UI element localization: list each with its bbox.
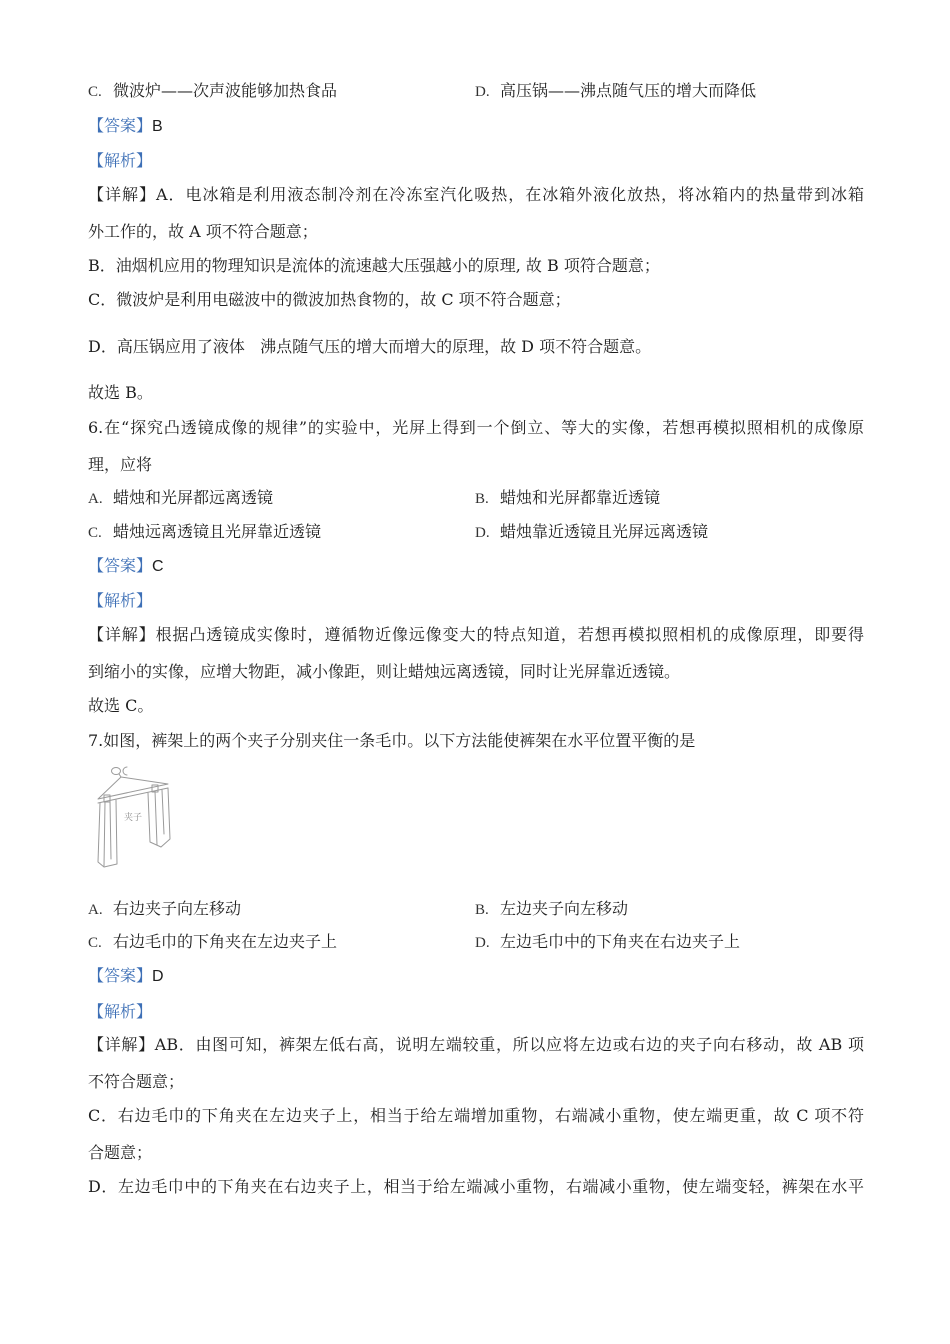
clip-label: 夹子 xyxy=(124,813,143,823)
option-text: 蜡烛和光屏都远离透镜 xyxy=(113,488,274,507)
q6-answer xyxy=(88,555,164,577)
q7-explanation-line-3: C．右边毛巾的下角夹在左边夹子上，相当于给左端增加重物，右端减小重物，使左端更重，故 C 项不符 xyxy=(88,1106,864,1125)
answer-tag: 【答案】 xyxy=(88,116,153,135)
q7-option-a xyxy=(88,898,241,920)
q7-explanation-line-1 xyxy=(88,1034,864,1056)
towel-hanger-figure xyxy=(90,762,174,874)
q7-answer xyxy=(88,965,164,987)
option-text: 右边夹子向左移动 xyxy=(113,899,242,918)
detail-tag: 【详解】 xyxy=(88,1035,155,1054)
option-letter: B. xyxy=(475,902,489,918)
answer-tag: 【答案】 xyxy=(88,966,153,985)
detail-tag: 【详解】 xyxy=(88,185,156,204)
answer-value: C xyxy=(152,558,164,575)
option-letter: D. xyxy=(475,525,490,541)
q5-explanation-line-2: 外工作的，故 A 项不符合题意； xyxy=(88,222,318,241)
q6-analysis-tag: 【解析】 xyxy=(88,591,153,610)
hanger-drawing xyxy=(90,762,174,874)
answer-value: B xyxy=(152,118,163,135)
q5-option-d xyxy=(475,80,756,102)
left-towel xyxy=(98,800,117,867)
option-text: 蜡烛和光屏都靠近透镜 xyxy=(500,488,661,507)
q5-explanation-line-3: B．油烟机应用的物理知识是流体的流速越大压强越小的原理, 故 B 项符合题意； xyxy=(88,256,660,275)
option-text: 微波炉——次声波能够加热食品 xyxy=(113,81,338,100)
q5-explanation-line-4: C．微波炉是利用电磁波中的微波加热食物的，故 C 项不符合题意； xyxy=(88,290,571,309)
q6-option-b xyxy=(475,487,660,509)
explanation-text: AB．由图可知，裤架左低右高，说明左端较重，所以应将左边或右边的夹子向右移动，故 AB 项 xyxy=(154,1035,864,1054)
option-text: 高压锅——沸点随气压的增大而降低 xyxy=(500,81,757,100)
option-text: 右边毛巾的下角夹在左边夹子上 xyxy=(113,932,338,951)
q7-analysis-tag: 【解析】 xyxy=(88,1002,153,1021)
option-letter: C. xyxy=(88,525,102,541)
q7-option-d xyxy=(475,931,740,953)
option-letter: C. xyxy=(88,84,102,100)
q5-option-c xyxy=(88,80,337,102)
q6-stem-line-1: 6.在“探究凸透镜成像的规律”的实验中，光屏上得到一个倒立、等大的实像，若想再模拟照相机的成像原 xyxy=(88,418,864,437)
q6-explanation-line-2: 到缩小的实像，应增大物距，减小像距，则让蜡烛远离透镜，同时让光屏靠近透镜。 xyxy=(88,662,681,681)
option-letter: D. xyxy=(475,935,490,951)
q6-option-a xyxy=(88,487,273,509)
option-letter: A. xyxy=(88,491,103,507)
explanation-text: A．电冰箱是利用液态制冷剂在冷冻室汽化吸热，在冰箱外液化放热，将冰箱内的热量带到冰箱 xyxy=(155,185,864,204)
q5-analysis-tag: 【解析】 xyxy=(88,151,153,170)
hanger-hook xyxy=(112,767,128,777)
q6-explanation-line-1 xyxy=(88,624,864,646)
option-letter: D. xyxy=(475,84,490,100)
option-text: 蜡烛靠近透镜且光屏远离透镜 xyxy=(500,522,709,541)
option-letter: C. xyxy=(88,935,102,951)
detail-tag: 【详解】 xyxy=(88,625,156,644)
option-letter: B. xyxy=(475,491,489,507)
q6-option-c xyxy=(88,521,321,543)
q6-option-d xyxy=(475,521,708,543)
q7-explanation-line-4: 合题意； xyxy=(88,1143,153,1162)
q5-explanation-line-1 xyxy=(88,184,864,206)
q7-stem: 7.如图，裤架上的两个夹子分别夹住一条毛巾。以下方法能使裤架在水平位置平衡的是 xyxy=(88,731,696,750)
answer-value: D xyxy=(152,968,164,985)
option-text: 左边夹子向左移动 xyxy=(500,899,629,918)
q7-option-c xyxy=(88,931,337,953)
q7-option-b xyxy=(475,898,628,920)
q7-explanation-line-5: D．左边毛巾中的下角夹在右边夹子上，相当于给左端减小重物，右端减小重物，使左端变轻，裤架在水平 xyxy=(88,1177,864,1196)
right-towel xyxy=(148,788,170,847)
q5-answer xyxy=(88,115,163,137)
q5-explanation-line-5: D．高压锅应用了液体 沸点随气压的增大而增大的原理，故 D 项不符合题意。 xyxy=(88,337,652,356)
option-text: 左边毛巾中的下角夹在右边夹子上 xyxy=(500,932,741,951)
answer-tag: 【答案】 xyxy=(88,556,153,575)
explanation-text: 根据凸透镜成实像时，遵循物近像远像变大的特点知道，若想再模拟照相机的成像原理，即要得 xyxy=(155,625,864,644)
q5-conclusion: 故选 B。 xyxy=(88,383,153,402)
option-letter: A. xyxy=(88,902,103,918)
q7-explanation-line-2: 不符合题意； xyxy=(88,1072,185,1091)
q6-stem-line-2: 理，应将 xyxy=(88,455,153,474)
q6-conclusion: 故选 C。 xyxy=(88,696,154,715)
option-text: 蜡烛远离透镜且光屏靠近透镜 xyxy=(113,522,322,541)
